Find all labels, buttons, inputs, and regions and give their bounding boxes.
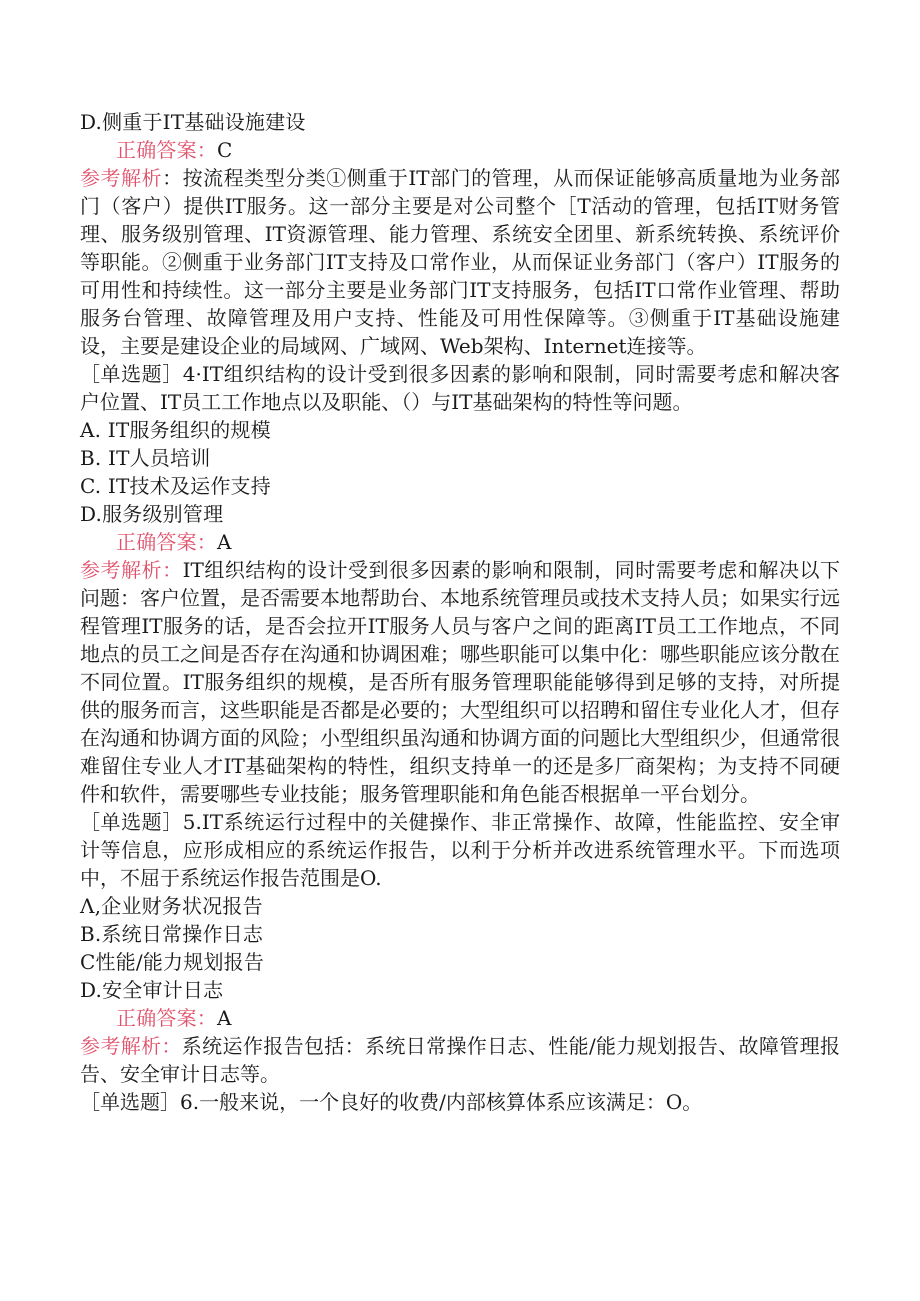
answer-value: A bbox=[217, 530, 232, 554]
q4-stem: ［单选题］4·IT组织结构的设计受到很多因素的影响和限制，同时需要考虑和解决客户位置、IT员工工作地点以及职能、（）与IT基础架构的特性等问题。 bbox=[80, 362, 840, 414]
answer-label: 正确答案： bbox=[116, 530, 217, 554]
explanation-label: 参考解析： bbox=[80, 558, 183, 582]
answer-value: A bbox=[217, 1006, 232, 1030]
q4-explanation bbox=[80, 556, 840, 808]
q5-option-c: C性能/能力规划报告 bbox=[80, 950, 265, 974]
explanation-label: 参考解析 bbox=[80, 166, 163, 190]
q3-explanation bbox=[80, 164, 840, 360]
answer-value: C bbox=[217, 138, 233, 162]
q5-correct-answer bbox=[80, 1004, 840, 1032]
q5-explanation bbox=[80, 1032, 840, 1088]
q3-correct-answer bbox=[80, 136, 840, 164]
answer-label: 正确答案： bbox=[116, 138, 217, 162]
q4-correct-answer bbox=[80, 528, 840, 556]
q6-stem: ［单选题］6.一般来说，一个良好的收费/内部核算体系应该满足：O。 bbox=[80, 1090, 703, 1114]
q4-option-a: A. IT服务组织的规模 bbox=[80, 418, 271, 442]
answer-label: 正确答案： bbox=[116, 1006, 217, 1030]
explanation-label: 参考解析： bbox=[80, 1034, 182, 1058]
q5-option-a: Λ,企业财务状况报告 bbox=[80, 894, 263, 918]
document-page bbox=[80, 108, 840, 1116]
q5-option-b: B.系统日常操作日志 bbox=[80, 922, 264, 946]
explanation-text: ：按流程类型分类①侧重于IT部门的管理，从而保证能够高质量地为业务部门（客户）提供IT服务。这一部分主要是对公司整个［T活动的管理，包括IT财务管理、服务级别管理、IT资源管理、能力管理、系统安全团里、新系统转换、系统评价等职能。②侧重于业务部门IT支持及口常作业，从而保证业务部门（客户）IT服务的可用性和持续性。这一部分主要是业务部门IT支持服务，包括IT口常作业管理、帮助服务台管理、故障管理及用户支持、性能及可用性保障等。③侧重于IT基础设施建设，主要是建设企业的局域网、广域网、Web架构、Internet连接等。 bbox=[80, 166, 841, 358]
q4-option-c: C. IT技术及运作支持 bbox=[80, 474, 271, 498]
q3-option-d: D.侧重于IT基础设施建设 bbox=[80, 110, 306, 134]
explanation-text: IT组织结构的设计受到很多因素的影响和限制，同时需要考虑和解决以下问题：客户位置，是否需要本地帮助台、本地系统管理员或技术支持人员；如果实行远程管理IT服务的话，是否会拉开IT服务人员与客户之间的距离IT员工工作地点，不同地点的员工之间是否存在沟通和协调困难；哪些职能可以集中化：哪些职能应该分散在不同位置。IT服务组织的规模，是否所有服务管理职能能够得到足够的支持，对所提供的服务而言，这些职能是否都是必要的；大型组织可以招聘和留住专业化人才，但存在沟通和协调方面的风险；小型组织虽沟通和协调方面的问题比大型组织少，但通常很难留住专业人才IT基础架构的特性，组织支持单一的还是多厂商架构；为支持不同硬件和软件，需要哪些专业技能；服务管理职能和角色能否根据单一平台划分。 bbox=[80, 558, 840, 806]
q4-option-d: D.服务级别管理 bbox=[80, 502, 224, 526]
explanation-text: 系统运作报告包括：系统日常操作日志、性能/能力规划报告、故障管理报告、安全审计日志等。 bbox=[80, 1034, 840, 1086]
q4-option-b: B. IT人员培训 bbox=[80, 446, 211, 470]
q5-stem: ［单选题］5.IT系统运行过程中的关健操作、非正常操作、故障，性能监控、安全审计等信息，应形成相应的系统运作报告，以利于分析并改进系统管理水平。下而选项中，不屈于系统运作报告范围是O. bbox=[80, 810, 840, 890]
q5-option-d: D.安全审计日志 bbox=[80, 978, 224, 1002]
